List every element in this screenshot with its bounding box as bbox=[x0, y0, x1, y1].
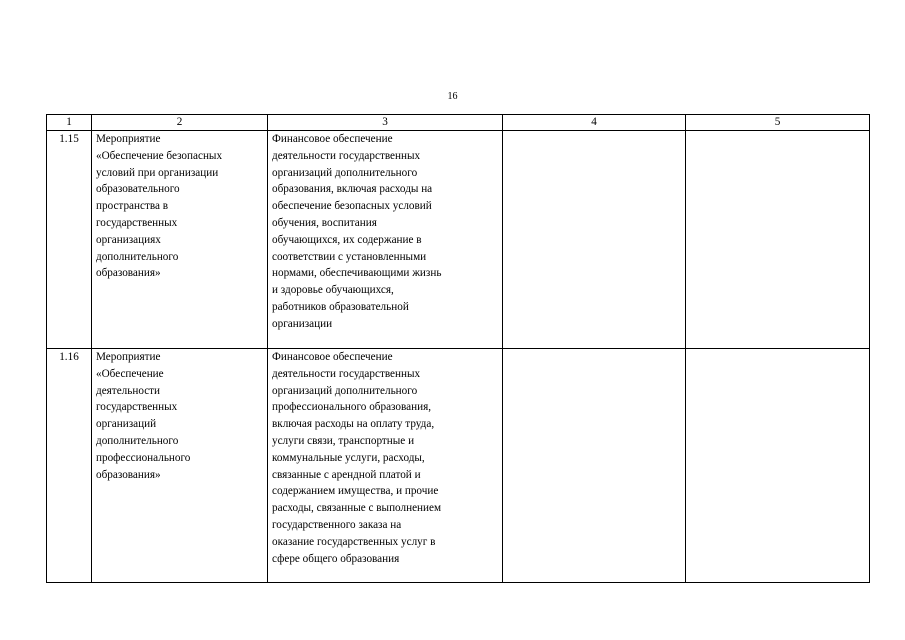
column-5-cell bbox=[686, 349, 870, 583]
table-header-row bbox=[47, 115, 870, 131]
table-row bbox=[47, 349, 870, 583]
column-header: 1 bbox=[47, 115, 92, 131]
row-number-cell: 1.16 bbox=[47, 349, 92, 583]
column-header: 4 bbox=[503, 115, 686, 131]
column-header: 3 bbox=[268, 115, 503, 131]
event-name-cell bbox=[92, 131, 268, 349]
column-header: 5 bbox=[686, 115, 870, 131]
document-table bbox=[46, 114, 870, 583]
column-4-cell bbox=[503, 131, 686, 349]
description-text: Финансовое обеспечение деятельности государственных организаций дополнительного образования, включая расходы на обеспечение безопасных условий обучения, воспитания обучающихся, их содержание в соответствии с установленными нормами, обеспечивающими жизнь и здоровье обучающихся, работников образовательной организации bbox=[272, 133, 442, 330]
description-cell bbox=[268, 349, 503, 583]
column-4-cell bbox=[503, 349, 686, 583]
page-number: 16 bbox=[447, 91, 458, 102]
column-5-cell bbox=[686, 131, 870, 349]
description-cell bbox=[268, 131, 503, 349]
column-header: 2 bbox=[92, 115, 268, 131]
event-name-text: Мероприятие «Обеспечение безопасных условий при организации образовательного пространства в государственных организациях дополнительного образования» bbox=[96, 133, 223, 280]
table-row bbox=[47, 131, 870, 349]
row-number-cell: 1.15 bbox=[47, 131, 92, 349]
event-name-cell bbox=[92, 349, 268, 583]
event-name-text: Мероприятие «Обеспечение деятельности государственных организаций дополнительного профессионального образования» bbox=[96, 351, 191, 481]
description-text: Финансовое обеспечение деятельности государственных организаций дополнительного профессионального образования, включая расходы на оплату труда, услуги связи, транспортные и коммунальные услуги, расходы, связанные с арендной платой и содержанием имущества, и прочие расходы, связанные с выполнением государственного заказа на оказание государственных услуг в сфере общего образования bbox=[272, 351, 442, 565]
